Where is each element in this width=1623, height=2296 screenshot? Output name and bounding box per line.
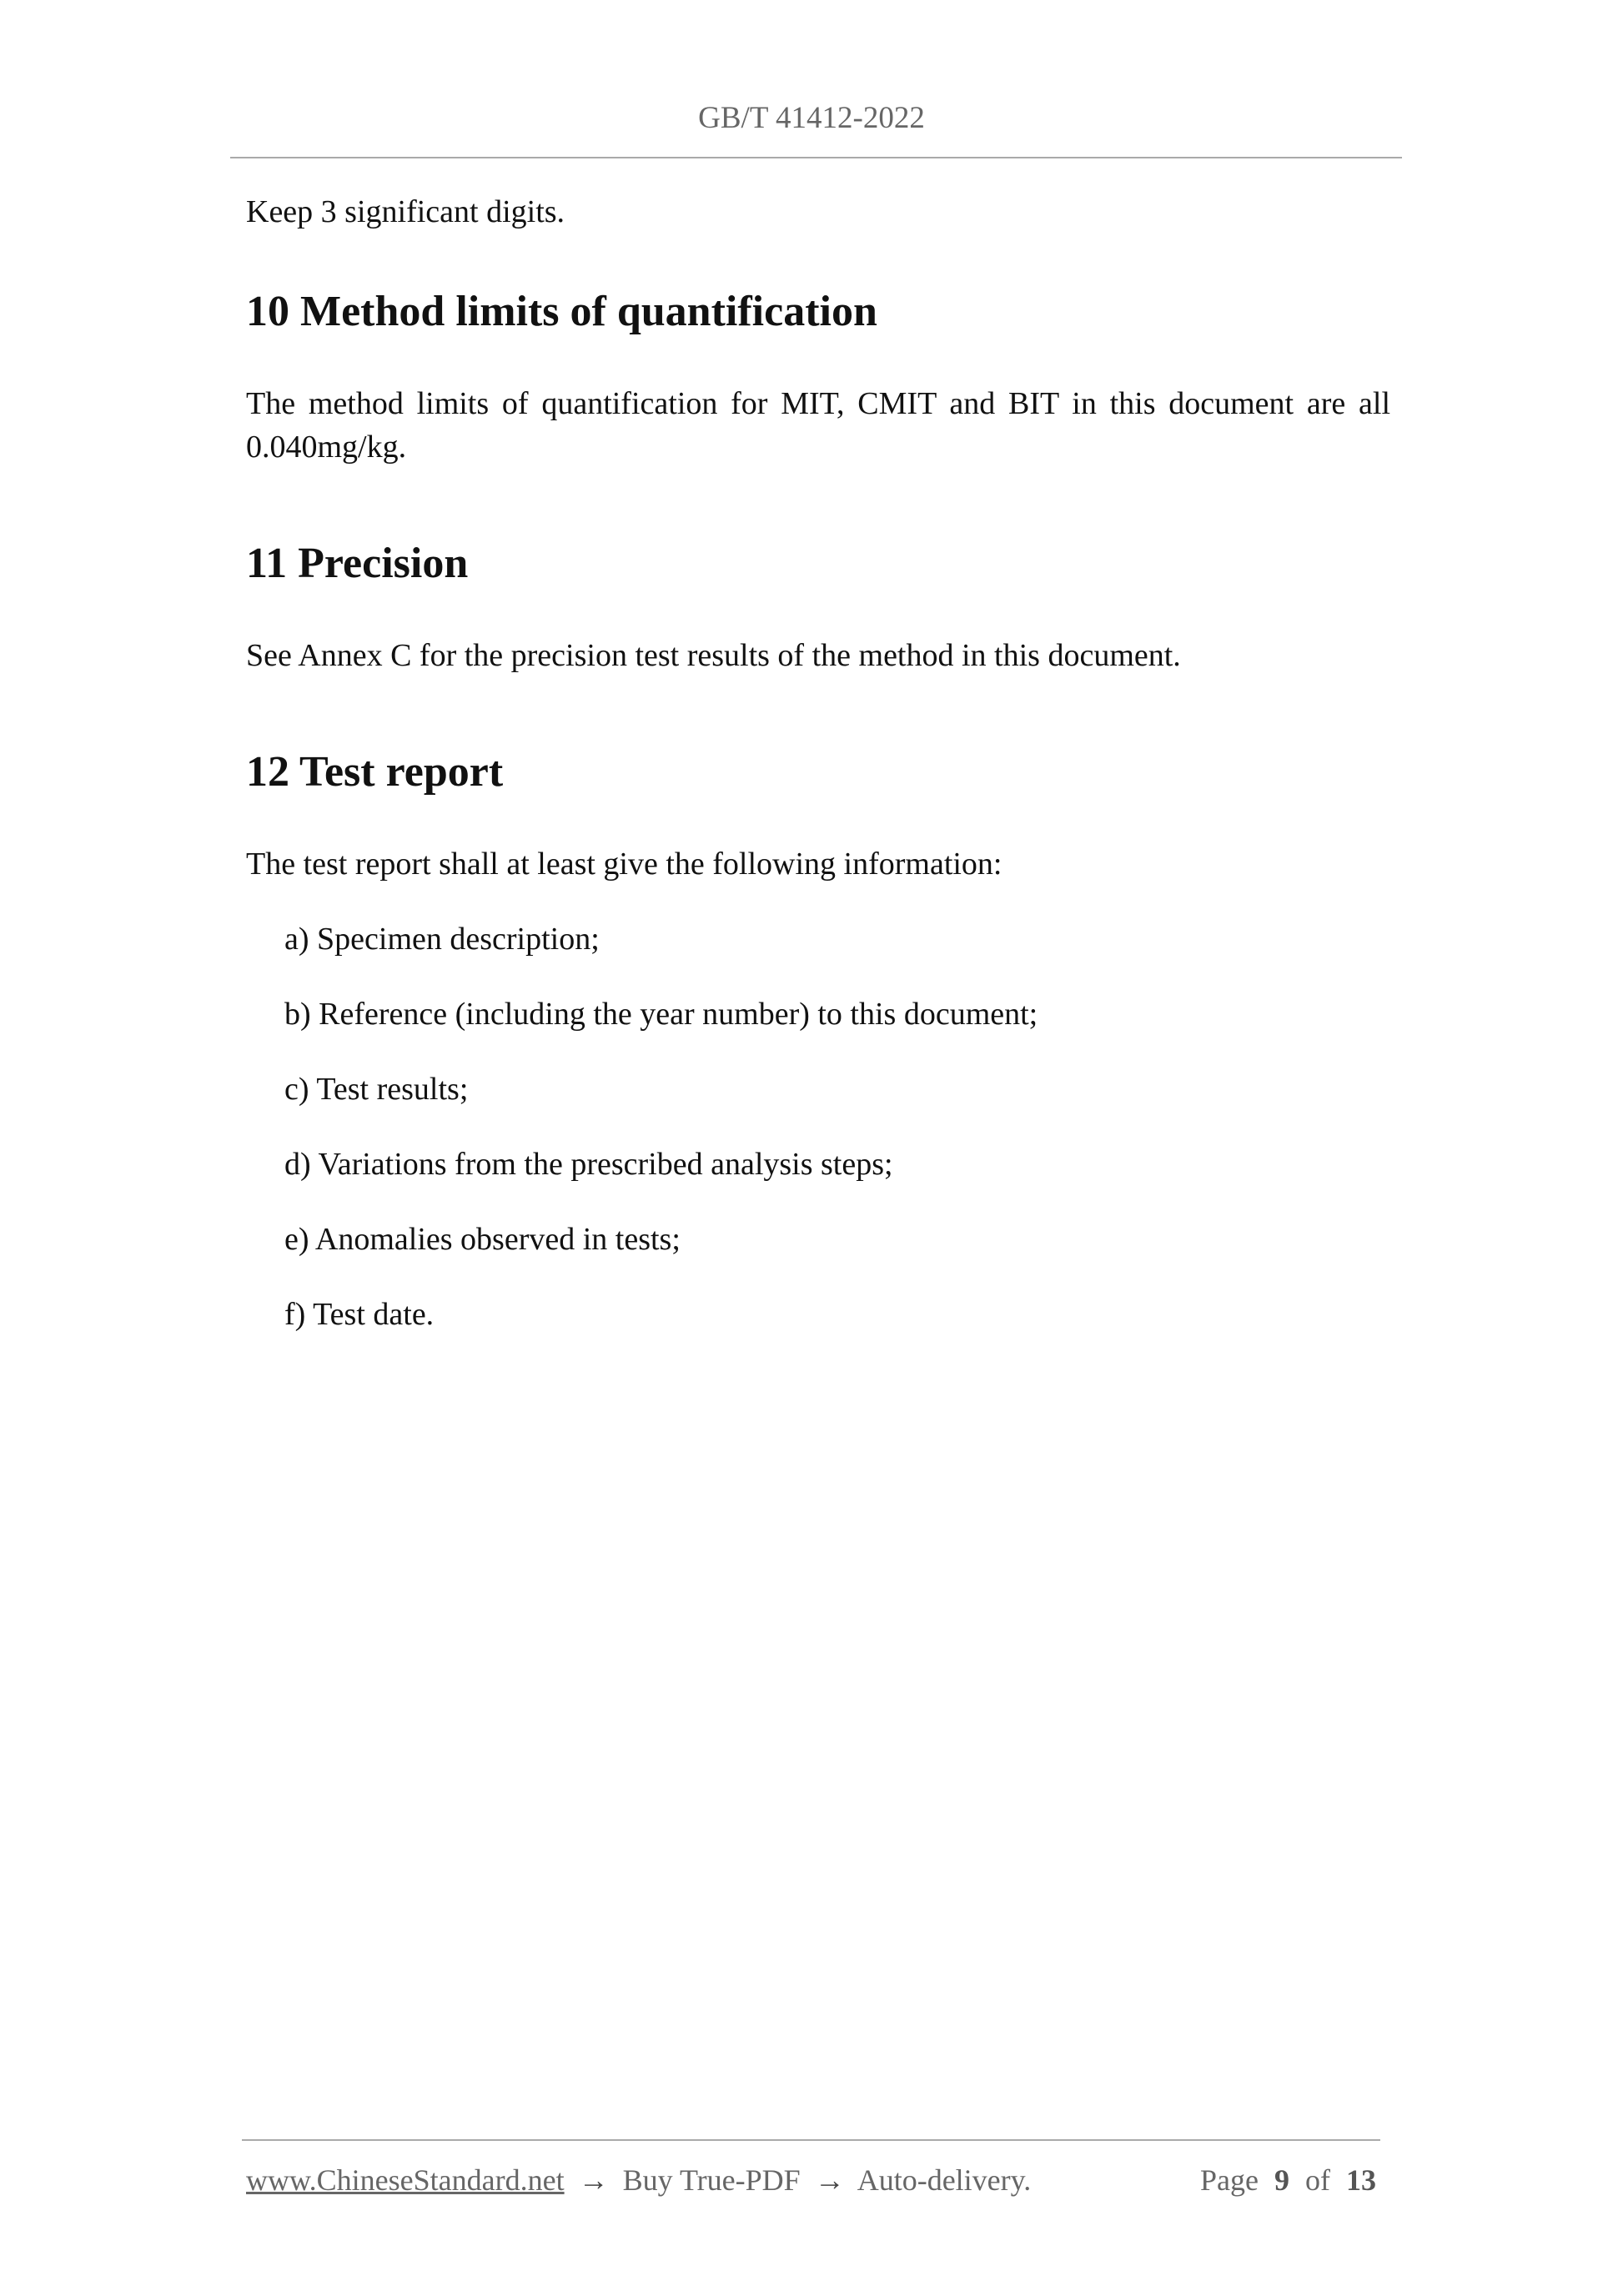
page-word: Page [1200, 2163, 1259, 2197]
section-heading-12: 12 Test report [246, 748, 504, 796]
intro-paragraph: Keep 3 significant digits. [246, 194, 565, 229]
page-number [1200, 2160, 1376, 2200]
page-body [246, 190, 1390, 1336]
site-link[interactable]: www.ChineseStandard.net [246, 2163, 565, 2197]
section-heading-10: 10 Method limits of quantification [246, 288, 877, 335]
page-current: 9 [1274, 2163, 1289, 2197]
list-item: e) Anomalies observed in tests; [284, 1222, 681, 1257]
arrow-right-icon: → [814, 2163, 845, 2197]
arrow-right-icon: → [578, 2163, 609, 2197]
section-11-paragraph: See Annex C for the precision test results of the method in this document. [246, 638, 1181, 673]
buy-text: Buy True-PDF [622, 2163, 801, 2197]
section-heading-11: 11 Precision [246, 540, 469, 587]
of-word: of [1305, 2163, 1330, 2197]
footer-divider [242, 2139, 1380, 2141]
list-item: a) Specimen description; [284, 922, 600, 957]
list-item: b) Reference (including the year number) to this document; [284, 997, 1038, 1032]
list-item: c) Test results; [284, 1072, 469, 1107]
delivery-text: Auto-delivery. [857, 2163, 1032, 2197]
page-header-title: GB/T 41412-2022 [698, 101, 925, 135]
header-divider [230, 157, 1402, 158]
section-10-paragraph: The method limits of quantification for MIT, CMIT and BIT in this document are all 0.040mg/kg. [246, 386, 1390, 465]
page-total: 13 [1346, 2163, 1376, 2197]
test-report-list [246, 917, 1390, 1336]
page-footer [246, 2160, 1376, 2200]
list-item: f) Test date. [284, 1297, 435, 1332]
list-item: d) Variations from the prescribed analysis steps; [284, 1147, 893, 1182]
section-12-paragraph: The test report shall at least give the following information: [246, 847, 1002, 882]
footer-promo [246, 2160, 1031, 2200]
